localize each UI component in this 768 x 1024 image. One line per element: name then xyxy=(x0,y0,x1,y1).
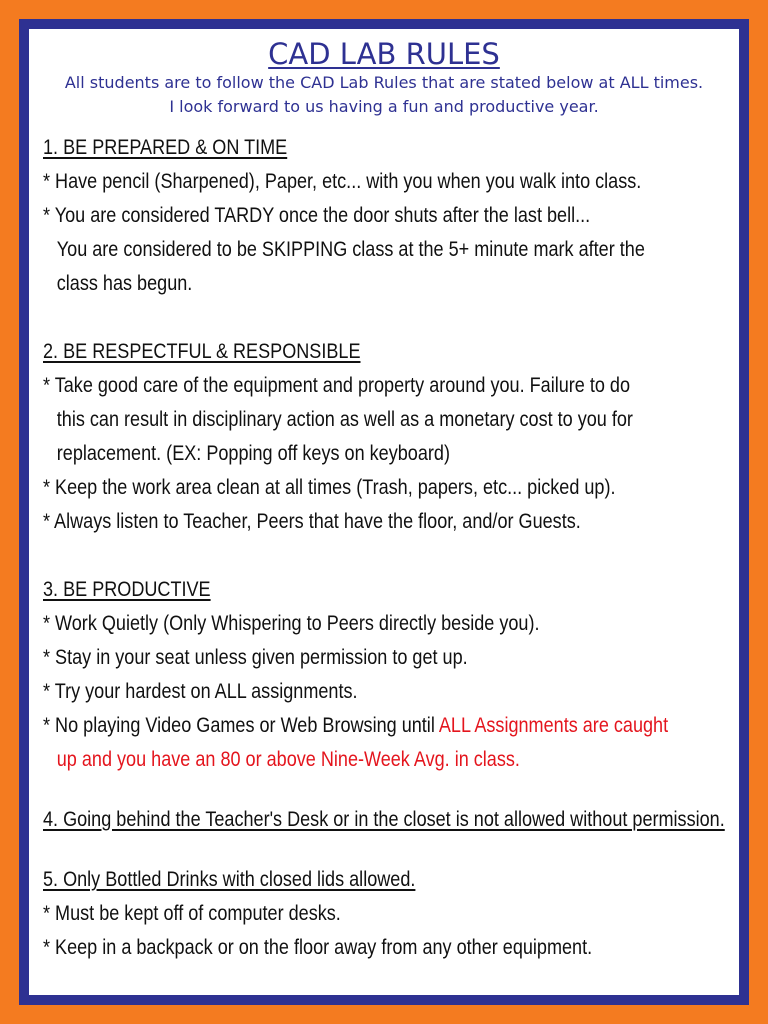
rule-section-5 xyxy=(43,863,731,965)
rule-3-line-1: * Work Quietly (Only Whispering to Peers directly beside you). xyxy=(43,612,540,635)
rule-1-line-1: * Have pencil (Sharpened), Paper, etc... with you when you walk into class. xyxy=(43,170,642,193)
rule-heading-5: 5. Only Bottled Drinks with closed lids allowed. xyxy=(43,868,416,891)
poster-inner-border xyxy=(19,19,749,1005)
rule-3-line-3: * Try your hardest on ALL assignments. xyxy=(43,680,358,703)
page-title: CAD LAB RULES xyxy=(268,37,500,71)
rule-5-line-1: * Must be kept off of computer desks. xyxy=(43,902,341,925)
rule-1-line-3: You are considered to be SKIPPING class at the 5+ minute mark after the xyxy=(56,238,645,261)
rule-2-line-5: * Always listen to Teacher, Peers that have the floor, and/or Guests. xyxy=(43,510,581,533)
rule-heading-2: 2. BE RESPECTFUL & RESPONSIBLE xyxy=(43,340,361,363)
rule-section-2 xyxy=(43,335,731,539)
rule-2-line-4: * Keep the work area clean at all times (Trash, papers, etc... picked up). xyxy=(43,476,616,499)
rule-3-highlight-2: up and you have an 80 or above Nine-Week Avg. in class. xyxy=(56,748,520,771)
rule-1-line-2: * You are considered TARDY once the door shuts after the last bell... xyxy=(43,204,591,227)
rule-3-highlight-1: ALL Assignments are caught xyxy=(438,714,669,737)
rule-heading-4: 4. Going behind the Teacher's Desk or in the closet is not allowed without permission. xyxy=(43,808,725,831)
rule-section-1 xyxy=(43,131,731,301)
rule-3-line-4-text: * No playing Video Games or Web Browsing until xyxy=(43,714,439,737)
rule-2-line-1: * Take good care of the equipment and property around you. Failure to do xyxy=(43,374,631,397)
rule-section-4 xyxy=(43,803,731,837)
rule-2-line-3: replacement. (EX: Popping off keys on keyboard) xyxy=(56,442,450,465)
intro-line-1: All students are to follow the CAD Lab Rules that are stated below at ALL times. xyxy=(64,73,704,92)
rule-heading-3: 3. BE PRODUCTIVE xyxy=(43,578,211,601)
rules-list xyxy=(43,131,731,965)
rule-2-line-2: this can result in disciplinary action as well as a monetary cost to you for xyxy=(56,408,633,431)
rule-section-3 xyxy=(43,573,731,777)
rule-3-line-4 xyxy=(43,709,731,743)
rule-1-line-4: class has begun. xyxy=(56,272,193,295)
rule-5-line-2: * Keep in a backpack or on the floor away from any other equipment. xyxy=(43,936,593,959)
rule-3-line-2: * Stay in your seat unless given permission to get up. xyxy=(43,646,468,669)
rule-heading-1: 1. BE PREPARED & ON TIME xyxy=(43,136,288,159)
poster-content xyxy=(29,29,739,995)
intro-line-2: I look forward to us having a fun and productive year. xyxy=(169,97,599,116)
